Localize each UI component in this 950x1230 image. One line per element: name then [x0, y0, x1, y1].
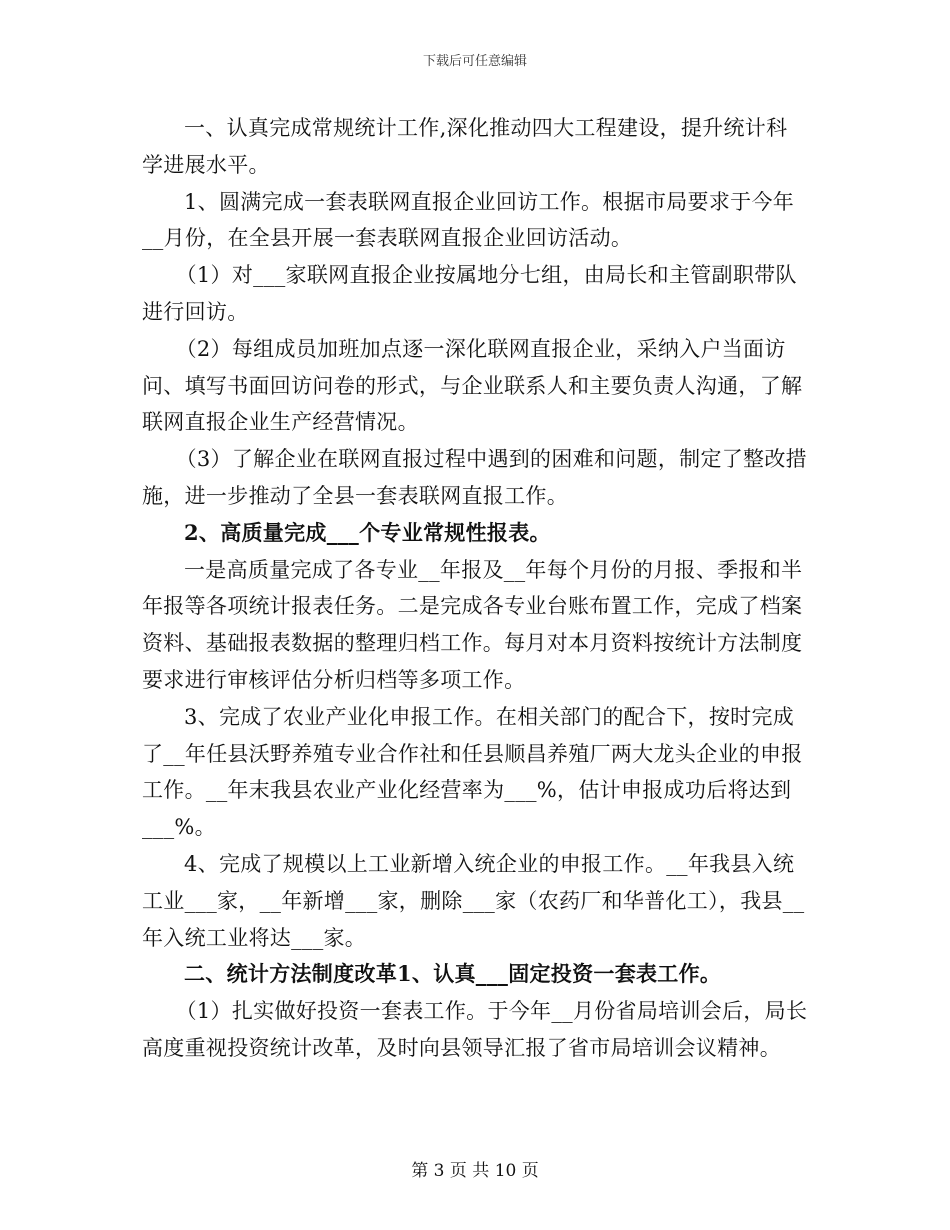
paragraph-1-2: （2）每组成员加班加点逐一深化联网直报企业，采纳入户当面访问、填写书面回访问卷的形式，与企业联系人和主要负责人沟通，了解联网直报企业生产经营情况。	[142, 336, 803, 435]
paragraph-3: 3、完成了农业产业化申报工作。在相关部门的配合下，按时完成了__年任县沃野养殖专业合作社和任县顺昌养殖厂两大龙头企业的申报工作。__年末我县农业产业化经营率为___%，估计申报成功后将达到___%。	[142, 704, 803, 840]
paragraph-1-1: （1）对___家联网直报企业按属地分七组，由局长和主管副职带队进行回访。	[142, 263, 797, 324]
paragraph-2-heading: 2、高质量完成___个专业常规性报表。	[184, 519, 551, 545]
section-heading-1: 一、认真完成常规统计工作,深化推动四大工程建设，提升统计科学进展水平。	[142, 116, 788, 177]
paragraph-1: 1、圆满完成一套表联网直报企业回访工作。根据市局要求于今年__月份，在全县开展一套表联网直报企业回访活动。	[142, 189, 795, 251]
section-heading-2: 二、统计方法制度改革1、认真___固定投资一套表工作。	[184, 961, 722, 987]
document-body	[142, 110, 808, 1067]
paragraph-4: 4、完成了规模以上工业新增入统企业的申报工作。__年我县入统工业___家，__年新增___家，删除___家（农药厂和华普化工），我县__年入统工业将达___家。	[142, 851, 805, 950]
paragraph-1-3: （3）了解企业在联网直报过程中遇到的困难和问题，制定了整改措施，进一步推动了全县一套表联网直报工作。	[142, 447, 807, 508]
paragraph-2: 一是高质量完成了各专业__年报及__年每个月份的月报、季报和半年报等各项统计报表任务。二是完成各专业台账布置工作，完成了档案资料、基础报表数据的整理归档工作。每月对本月资料按统计方法制度要求进行审核评估分析归档等多项工作。	[142, 557, 803, 692]
page-header: 下载后可任意编辑	[422, 54, 527, 69]
paragraph-5: （1）扎实做好投资一套表工作。于今年__月份省局培训会后，局长高度重视投资统计改革，及时向县领导汇报了省市局培训会议精神。	[142, 999, 808, 1060]
page-number-footer: 第 3 页 共 10 页	[411, 1161, 539, 1181]
